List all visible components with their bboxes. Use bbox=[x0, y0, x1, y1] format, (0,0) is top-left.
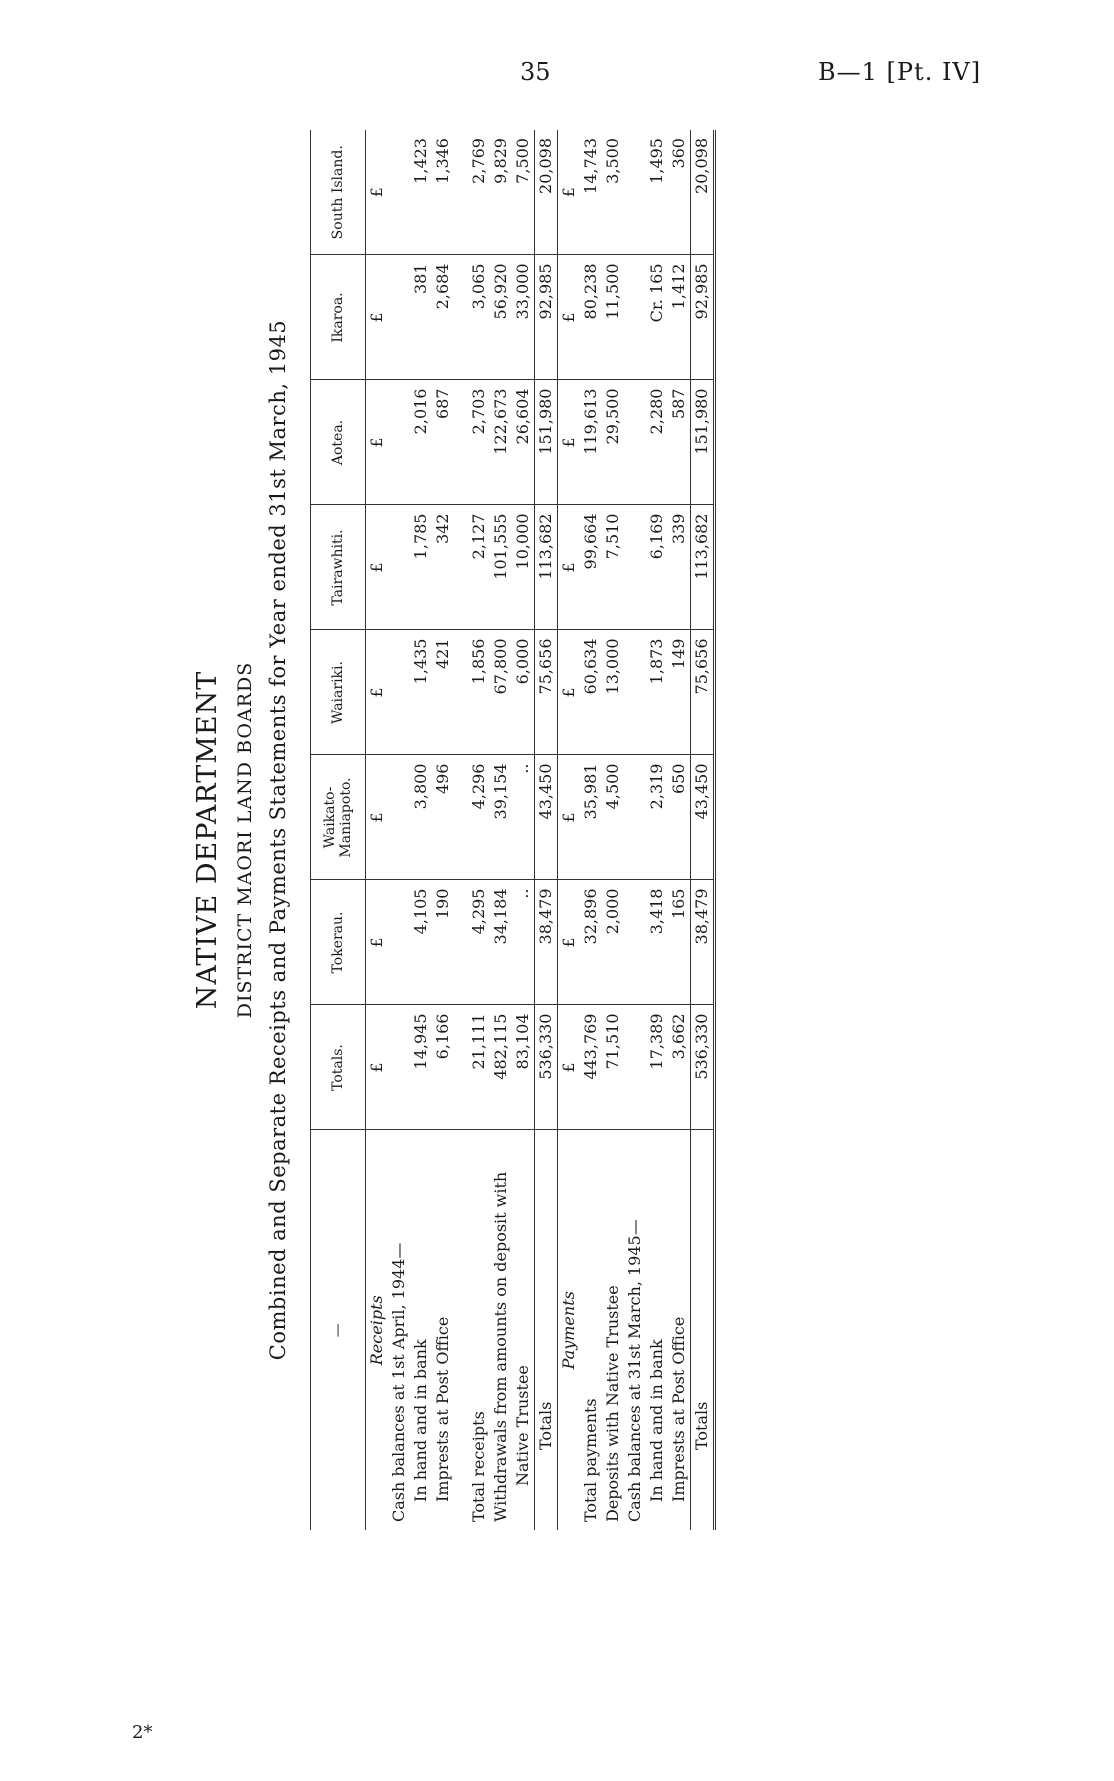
table-cell: 113,682 bbox=[691, 505, 715, 630]
unit-cell: £ bbox=[558, 255, 581, 380]
table-cell: 190 bbox=[432, 880, 454, 1005]
table-cell: 151,980 bbox=[535, 380, 558, 505]
table-cell: 119,613 bbox=[580, 380, 602, 505]
unit-cell: £ bbox=[366, 880, 389, 1005]
table-cell: 99,664 bbox=[580, 505, 602, 630]
table-cell: 2,127 bbox=[468, 505, 490, 630]
row-label: Totals bbox=[691, 1130, 715, 1530]
boards-subtitle: DISTRICT MAORI LAND BOARDS bbox=[234, 661, 256, 1019]
table-cell: 149 bbox=[668, 630, 691, 755]
table-cell: 83,104 bbox=[512, 1005, 535, 1130]
unit-cell: £ bbox=[366, 130, 389, 255]
table-cell: 342 bbox=[432, 505, 454, 630]
unit-cell: £ bbox=[366, 630, 389, 755]
row-label: In hand and in bank bbox=[647, 1339, 666, 1502]
table-row bbox=[432, 130, 454, 1530]
table-cell: 80,238 bbox=[580, 255, 602, 380]
table-cell: 35,981 bbox=[580, 755, 602, 880]
table-cell: 443,769 bbox=[580, 1005, 602, 1130]
table-cell: 6,169 bbox=[646, 505, 668, 630]
table-cell: 2,016 bbox=[410, 380, 432, 505]
unit-row bbox=[366, 130, 389, 1530]
table-cell: 482,115 bbox=[490, 1005, 512, 1130]
row-label: Deposits with Native Trustee bbox=[603, 1285, 622, 1522]
unit-cell: £ bbox=[558, 380, 581, 505]
table-cell: .. bbox=[512, 880, 535, 1005]
table-cell: 4,105 bbox=[410, 880, 432, 1005]
table-cell: 381 bbox=[410, 255, 432, 380]
table-cell: 21,111 bbox=[468, 1005, 490, 1130]
rotated-statement bbox=[192, 30, 862, 1650]
table-cell: 650 bbox=[668, 755, 691, 880]
statement-title: Combined and Separate Receipts and Payments Statements for Year ended 31st March, 1945 bbox=[266, 319, 290, 1361]
row-label: Totals bbox=[535, 1130, 558, 1530]
table-cell: 421 bbox=[432, 630, 454, 755]
table-cell: 4,500 bbox=[602, 755, 624, 880]
row-label: Imprests at Post Office bbox=[433, 1316, 452, 1502]
column-header: South Island. bbox=[311, 130, 366, 255]
table-cell: 92,985 bbox=[691, 255, 715, 380]
table-cell: 587 bbox=[668, 380, 691, 505]
table-cell: 43,450 bbox=[691, 755, 715, 880]
table-cell: 1,423 bbox=[410, 130, 432, 255]
table-row bbox=[580, 130, 602, 1530]
table-cell: 6,000 bbox=[512, 630, 535, 755]
table-cell: 17,389 bbox=[646, 1005, 668, 1130]
table-cell: 92,985 bbox=[535, 255, 558, 380]
table-cell: 71,510 bbox=[602, 1005, 624, 1130]
unit-cell: £ bbox=[366, 505, 389, 630]
table-cell: 536,330 bbox=[535, 1005, 558, 1130]
table-cell: 339 bbox=[668, 505, 691, 630]
unit-cell: £ bbox=[558, 755, 581, 880]
table-cell: 1,785 bbox=[410, 505, 432, 630]
column-header: Ikaroa. bbox=[311, 255, 366, 380]
table-cell: 7,500 bbox=[512, 130, 535, 255]
row-label: Cash balances at 31st March, 1945— bbox=[625, 1219, 644, 1522]
table-cell: 4,295 bbox=[468, 880, 490, 1005]
column-header: Totals. bbox=[311, 1005, 366, 1130]
table-cell: 4,296 bbox=[468, 755, 490, 880]
table-cell: 165 bbox=[668, 880, 691, 1005]
unit-cell: £ bbox=[558, 130, 581, 255]
row-label: Total payments bbox=[581, 1398, 600, 1522]
table-cell: 13,000 bbox=[602, 630, 624, 755]
table-cell: 151,980 bbox=[691, 380, 715, 505]
column-header: Tairawhiti. bbox=[311, 505, 366, 630]
table-cell: 26,604 bbox=[512, 380, 535, 505]
table-cell: 32,896 bbox=[580, 880, 602, 1005]
table-cell: 113,682 bbox=[535, 505, 558, 630]
table-row bbox=[490, 130, 512, 1530]
table-cell: 33,000 bbox=[512, 255, 535, 380]
row-label: Imprests at Post Office bbox=[669, 1316, 688, 1502]
receipts-totals-row bbox=[535, 130, 558, 1530]
unit-cell: £ bbox=[366, 1005, 389, 1130]
table-cell: 2,684 bbox=[432, 255, 454, 380]
column-header: — bbox=[311, 1130, 366, 1530]
table-cell: 3,800 bbox=[410, 755, 432, 880]
receipts-payments-table bbox=[310, 130, 716, 1530]
unit-cell: £ bbox=[558, 1005, 581, 1130]
row-label: Native Trustee bbox=[513, 1365, 532, 1486]
table-row bbox=[410, 130, 432, 1530]
column-header: Waikato-Maniapoto. bbox=[311, 755, 366, 880]
table-row bbox=[388, 130, 410, 1530]
table-cell: 122,673 bbox=[490, 380, 512, 505]
table-cell: 2,280 bbox=[646, 380, 668, 505]
table-cell: 3,418 bbox=[646, 880, 668, 1005]
payments-totals-row bbox=[691, 130, 715, 1530]
table-cell: 1,495 bbox=[646, 130, 668, 255]
table-row bbox=[668, 130, 691, 1530]
table-cell: Cr. 165 bbox=[646, 255, 668, 380]
table-cell: 496 bbox=[432, 755, 454, 880]
table-cell: 360 bbox=[668, 130, 691, 255]
table-cell: 38,479 bbox=[691, 880, 715, 1005]
table-cell: 2,769 bbox=[468, 130, 490, 255]
table-row bbox=[646, 130, 668, 1530]
table-cell: 1,873 bbox=[646, 630, 668, 755]
row-label: Cash balances at 1st April, 1944— bbox=[389, 1242, 408, 1522]
table-cell: 20,098 bbox=[535, 130, 558, 255]
table-cell: 3,500 bbox=[602, 130, 624, 255]
unit-cell: £ bbox=[366, 380, 389, 505]
table-cell: 67,800 bbox=[490, 630, 512, 755]
table-cell: 7,510 bbox=[602, 505, 624, 630]
table-cell: 10,000 bbox=[512, 505, 535, 630]
table-row bbox=[468, 130, 490, 1530]
table-row bbox=[512, 130, 535, 1530]
row-label: Total receipts bbox=[469, 1411, 488, 1522]
table-cell: 6,166 bbox=[432, 1005, 454, 1130]
table-cell: 14,743 bbox=[580, 130, 602, 255]
receipts-heading: Receipts bbox=[367, 1295, 386, 1366]
table-cell: 14,945 bbox=[410, 1005, 432, 1130]
table-cell: 1,412 bbox=[668, 255, 691, 380]
payments-heading: Payments bbox=[559, 1291, 578, 1370]
table-cell: 1,435 bbox=[410, 630, 432, 755]
table-cell: 56,920 bbox=[490, 255, 512, 380]
unit-cell: £ bbox=[366, 255, 389, 380]
table-cell: 29,500 bbox=[602, 380, 624, 505]
page-reference: B—1 [Pt. IV] bbox=[818, 58, 982, 86]
unit-row bbox=[558, 130, 581, 1530]
table-cell: 2,000 bbox=[602, 880, 624, 1005]
table-cell: 687 bbox=[432, 380, 454, 505]
table-cell: 1,346 bbox=[432, 130, 454, 255]
table-row bbox=[624, 130, 646, 1530]
table-cell: 20,098 bbox=[691, 130, 715, 255]
table-cell: .. bbox=[512, 755, 535, 880]
unit-cell: £ bbox=[366, 755, 389, 880]
table-cell: 9,829 bbox=[490, 130, 512, 255]
table-header-row bbox=[311, 130, 366, 1530]
table-cell: 2,703 bbox=[468, 380, 490, 505]
table-cell: 75,656 bbox=[691, 630, 715, 755]
table-cell: 101,555 bbox=[490, 505, 512, 630]
table-cell: 39,154 bbox=[490, 755, 512, 880]
table-row bbox=[602, 130, 624, 1530]
row-label: Withdrawals from amounts on deposit with bbox=[491, 1171, 510, 1522]
unit-cell: £ bbox=[558, 505, 581, 630]
table-cell: 60,634 bbox=[580, 630, 602, 755]
page-number: 35 bbox=[520, 58, 551, 86]
table-cell: 3,065 bbox=[468, 255, 490, 380]
column-header: Tokerau. bbox=[311, 880, 366, 1005]
department-title: NATIVE DEPARTMENT bbox=[192, 670, 223, 1010]
unit-cell: £ bbox=[558, 880, 581, 1005]
table-cell: 536,330 bbox=[691, 1005, 715, 1130]
unit-cell: £ bbox=[558, 630, 581, 755]
table-cell: 34,184 bbox=[490, 880, 512, 1005]
table-cell: 75,656 bbox=[535, 630, 558, 755]
table-cell: 1,856 bbox=[468, 630, 490, 755]
table-cell: 3,662 bbox=[668, 1005, 691, 1130]
row-label: In hand and in bank bbox=[411, 1339, 430, 1502]
column-header: Waiariki. bbox=[311, 630, 366, 755]
column-header: Aotea. bbox=[311, 380, 366, 505]
footer-mark: 2* bbox=[132, 1722, 153, 1743]
table-cell: 2,319 bbox=[646, 755, 668, 880]
table-cell: 38,479 bbox=[535, 880, 558, 1005]
table-cell: 11,500 bbox=[602, 255, 624, 380]
table-cell: 43,450 bbox=[535, 755, 558, 880]
